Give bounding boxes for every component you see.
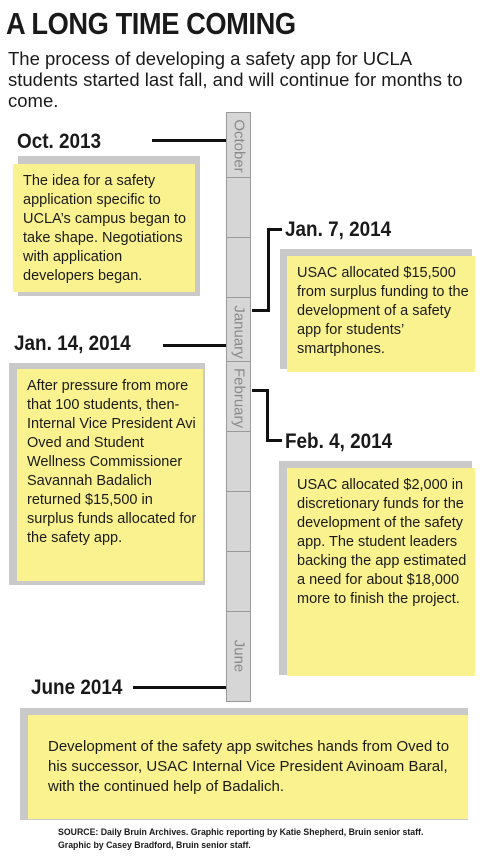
connector-line: [267, 228, 270, 312]
timeline-tick: [227, 297, 250, 298]
timeline-tick: [227, 177, 250, 178]
timeline-tick: [227, 361, 250, 362]
timeline-tick: [227, 491, 250, 492]
event-box-oct-2013: The idea for a safety application specific to UCLA’s campus began to take shape. Negotiations with application developers began.: [13, 164, 195, 292]
source-credit: SOURCE: Daily Bruin Archives. Graphic reporting by Katie Shepherd, Bruin senior staff. Graphic by Casey Bradford, Bruin senior staff.: [58, 827, 424, 851]
connector-line: [266, 389, 269, 442]
timeline-tick: [227, 431, 250, 432]
connector-line: [252, 309, 270, 312]
event-box-june-2014: Development of the safety app switches hands from Oved to his successor, USAC Internal Vice President Avinoam Baral, with the continued help of Badalich.: [28, 715, 468, 819]
event-date-jan-14-2014: Jan. 14, 2014: [14, 332, 131, 355]
event-box-feb-4-2014: USAC allocated $2,000 in discretionary funds for the development of the safety app. The student leaders backing the app estimated a need for about $18,000 more to finish the project.: [287, 468, 475, 676]
event-date-oct-2013: Oct. 2013: [17, 130, 102, 153]
month-label-february: February: [230, 367, 248, 429]
timeline-tick: [227, 551, 250, 552]
connector-line: [266, 439, 282, 442]
event-date-feb-4-2014: Feb. 4, 2014: [285, 430, 393, 453]
connector-line: [163, 344, 226, 347]
event-box-jan-14-2014: After pressure from more that 100 students, then-Internal Vice President Avi Oved and Student Wellness Commissioner Savannah Badalich returned $15,500 in surplus funds allocated for the safety app.: [17, 369, 203, 581]
month-label-june: June: [230, 639, 248, 673]
month-label-october: October: [230, 119, 248, 173]
event-date-jan-7-2014: Jan. 7, 2014: [285, 218, 392, 241]
event-date-june-2014: June 2014: [31, 676, 123, 699]
event-box-jan-7-2014: USAC allocated $15,500 from surplus funding to the development of a safety app for students’ smartphones.: [287, 256, 475, 372]
connector-line: [267, 228, 282, 231]
timeline-tick: [227, 237, 250, 238]
page-title: A LONG TIME COMING: [6, 6, 296, 41]
connector-line: [152, 139, 226, 142]
timeline-tick: [227, 611, 250, 612]
month-label-january: January: [230, 305, 248, 359]
connector-line: [133, 686, 226, 689]
page-subtitle: The process of developing a safety app for UCLA students started last fall, and will continue for months to come.: [8, 48, 463, 111]
